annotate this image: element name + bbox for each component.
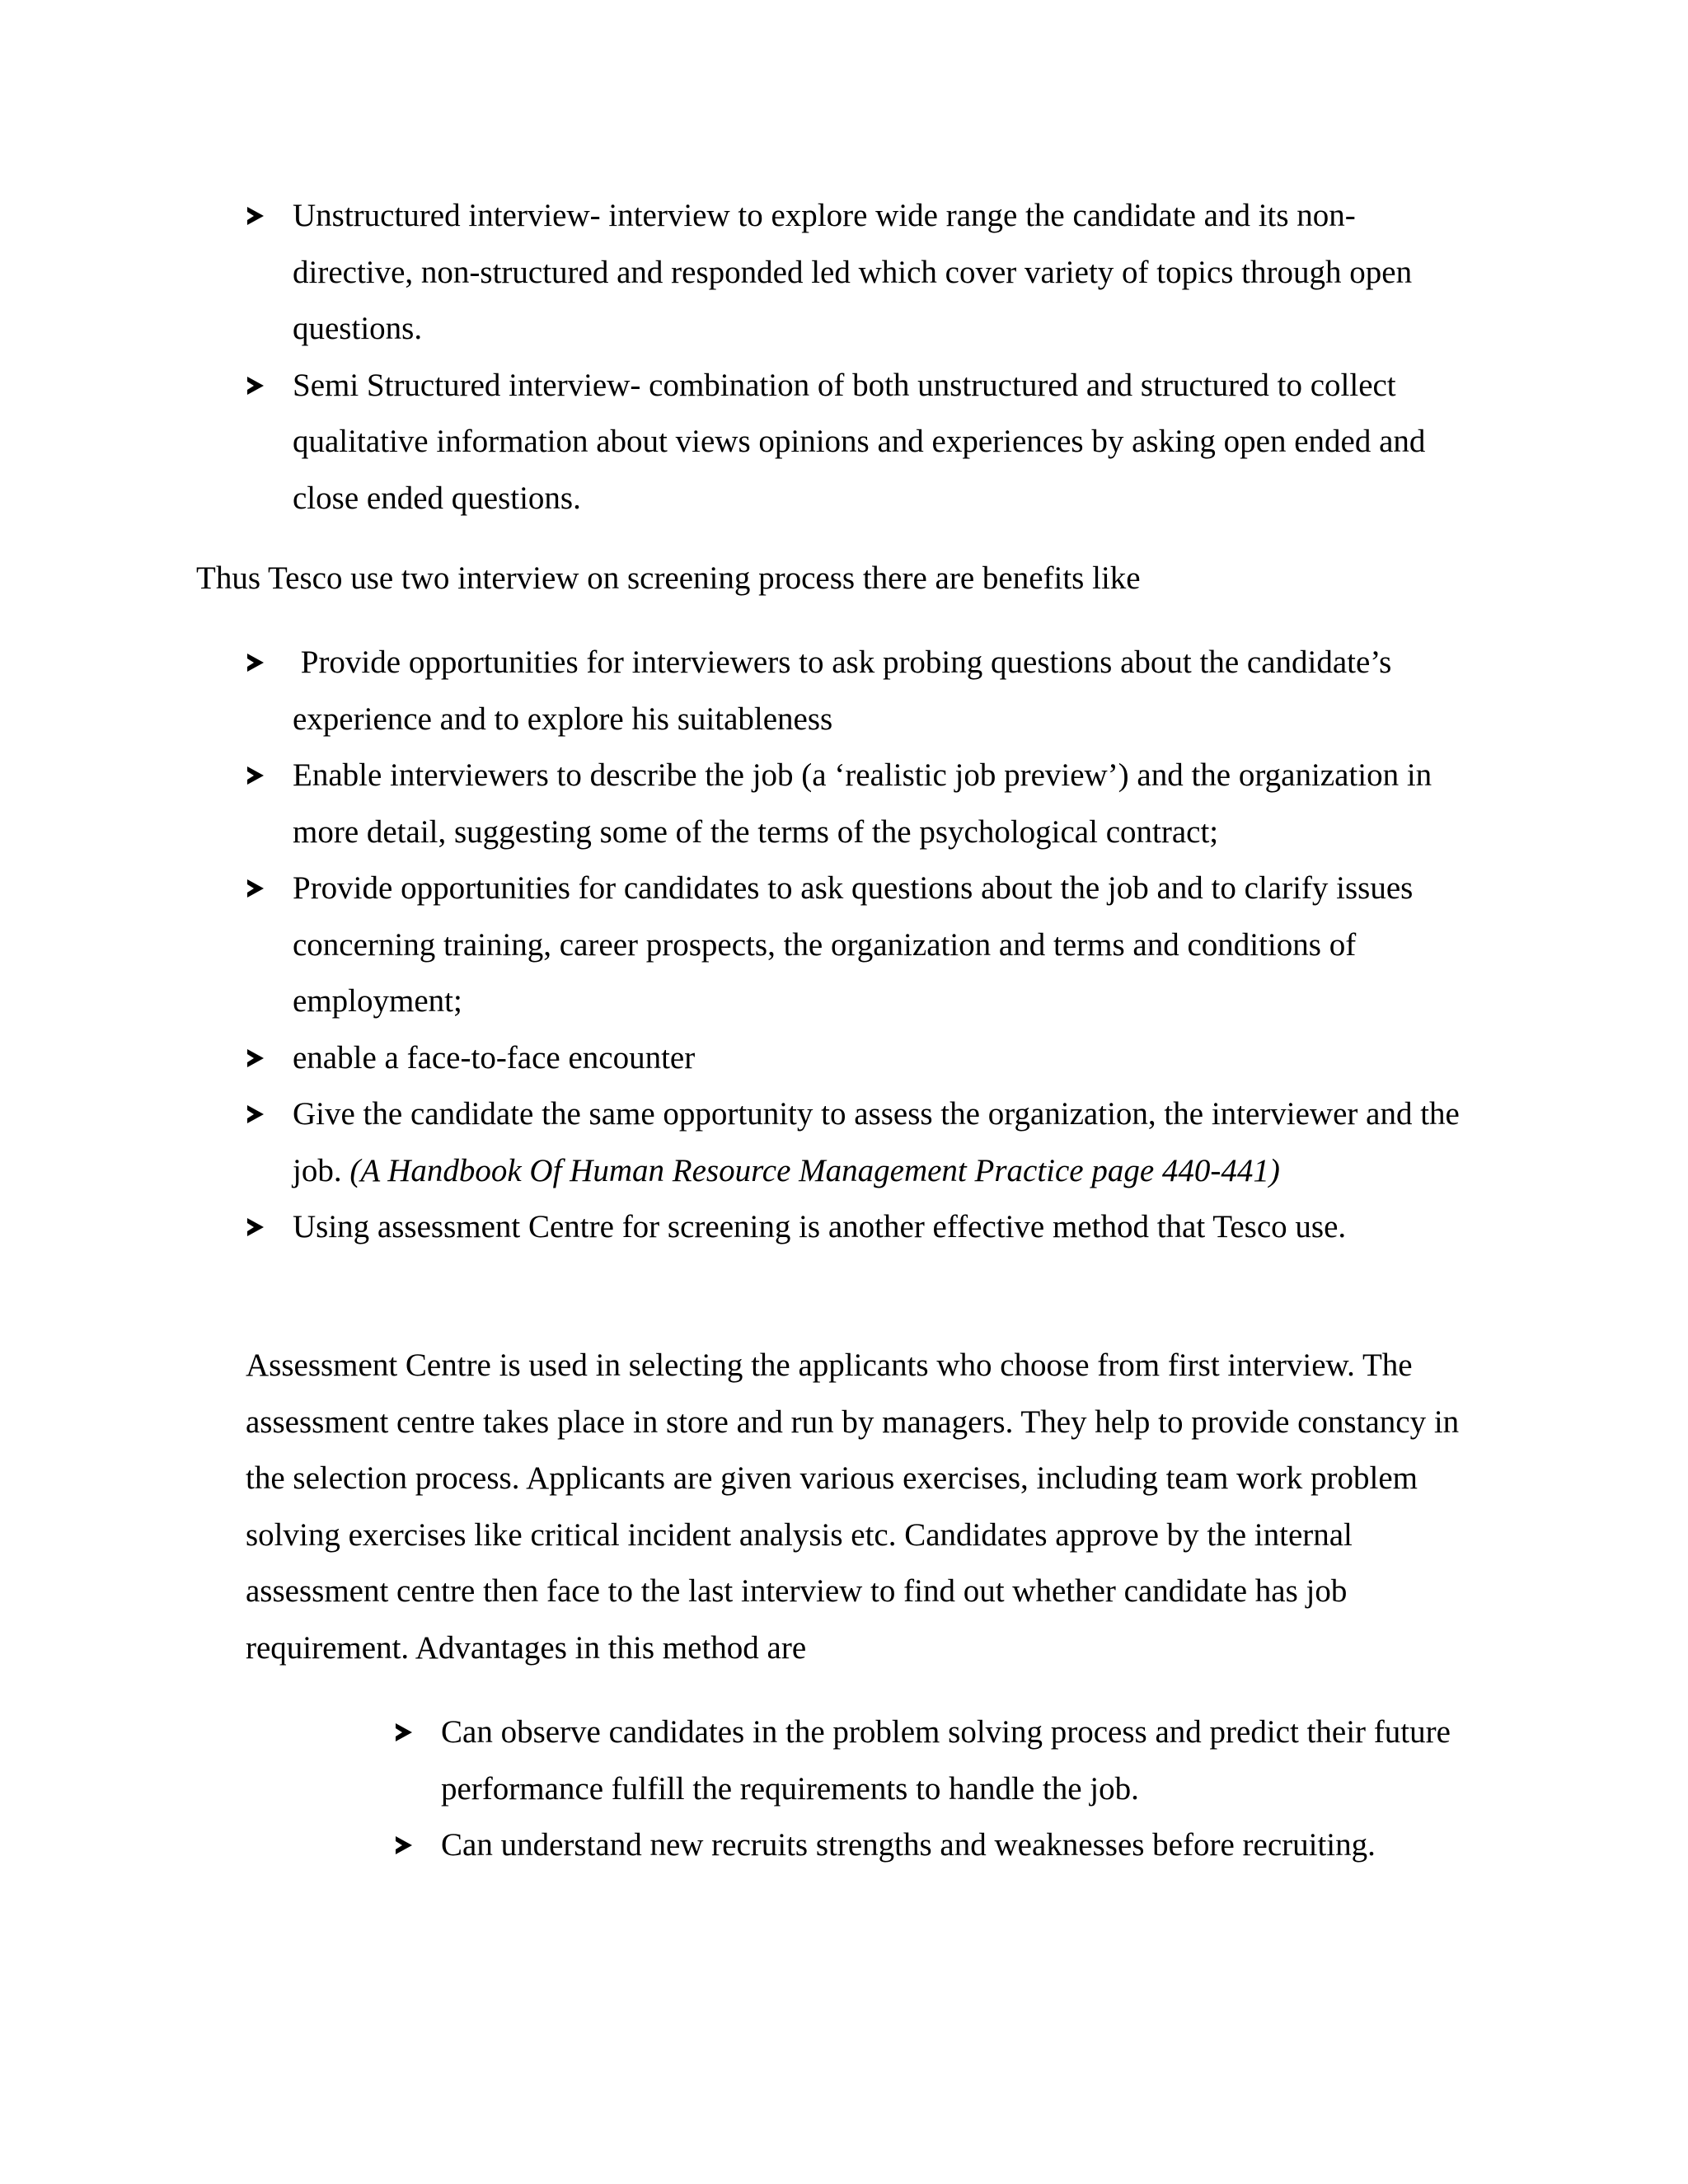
list-item-text	[293, 1086, 1467, 1199]
list-item-text: Semi Structured interview- combination of both unstructured and structured to collect qualitative information about views opinions and experiences by asking open ended and close ended questions.	[293, 367, 1426, 516]
list-item-text: Enable interviewers to describe the job (a ‘realistic job preview’) and the organization in more detail, suggesting some of the terms of the psychological contract;	[293, 757, 1432, 850]
list-item-text: Provide opportunities for candidates to ask questions about the job and to clarify issues concerning training, career prospects, the organization and terms and conditions of employment;	[293, 870, 1414, 1019]
arrow-bullet-icon	[396, 1836, 412, 1854]
citation: (A Handbook Of Human Resource Management Practice page 440-441)	[349, 1152, 1280, 1188]
list-item	[396, 1817, 1484, 1874]
arrow-bullet-icon	[247, 1049, 264, 1067]
arrow-bullet-icon	[247, 654, 264, 672]
list-item	[247, 860, 1467, 1030]
interview-types-list	[247, 188, 1467, 527]
arrow-bullet-icon	[247, 377, 264, 395]
arrow-bullet-icon	[396, 1723, 412, 1741]
intro-paragraph: Thus Tesco use two interview on screening process there are benefits like	[196, 560, 1141, 596]
list-item-text: Provide opportunities for interviewers to ask probing questions about the candidate’s experience and to explore his suitableness	[293, 644, 1400, 737]
list-item-text: Can observe candidates in the problem solving process and predict their future performance fulfill the requirements to handle the job.	[441, 1714, 1451, 1807]
benefits-list	[247, 635, 1467, 1256]
arrow-bullet-icon	[247, 207, 264, 225]
assessment-paragraph: Assessment Centre is used in selecting the applicants who choose from first interview. The assessment centre takes place in store and run by managers. They help to provide constancy in the selection process. Applicants are given various exercises, including team work problem solving exercises like critical incident analysis etc. Candidates approve by the internal assessment centre then face to the last interview to find out whether candidate has job requirement. Advantages in this method are	[246, 1347, 1460, 1666]
list-item	[247, 1199, 1467, 1256]
list-item-text: enable a face-to-face encounter	[293, 1039, 696, 1076]
list-item	[247, 748, 1467, 860]
list-item-text: Using assessment Centre for screening is another effective method that Tesco use.	[293, 1209, 1347, 1244]
list-item-text: Unstructured interview- interview to explore wide range the candidate and its non-directive, non-structured and responded led which cover variety of topics through open questions.	[293, 198, 1413, 346]
arrow-bullet-icon	[247, 766, 264, 785]
advantages-list	[396, 1704, 1484, 1874]
arrow-bullet-icon	[247, 1105, 264, 1123]
arrow-bullet-icon	[247, 879, 264, 898]
list-item	[247, 188, 1467, 358]
list-item	[247, 1030, 1467, 1087]
list-item	[396, 1704, 1484, 1817]
list-item	[247, 358, 1467, 527]
list-item-text: Can understand new recruits strengths and weaknesses before recruiting.	[441, 1827, 1376, 1863]
list-item	[247, 635, 1467, 748]
list-item-body: Give the candidate the same opportunity to assess the organization, the interviewer and the job.	[293, 1096, 1468, 1188]
arrow-bullet-icon	[247, 1218, 264, 1236]
list-item	[247, 1086, 1467, 1199]
